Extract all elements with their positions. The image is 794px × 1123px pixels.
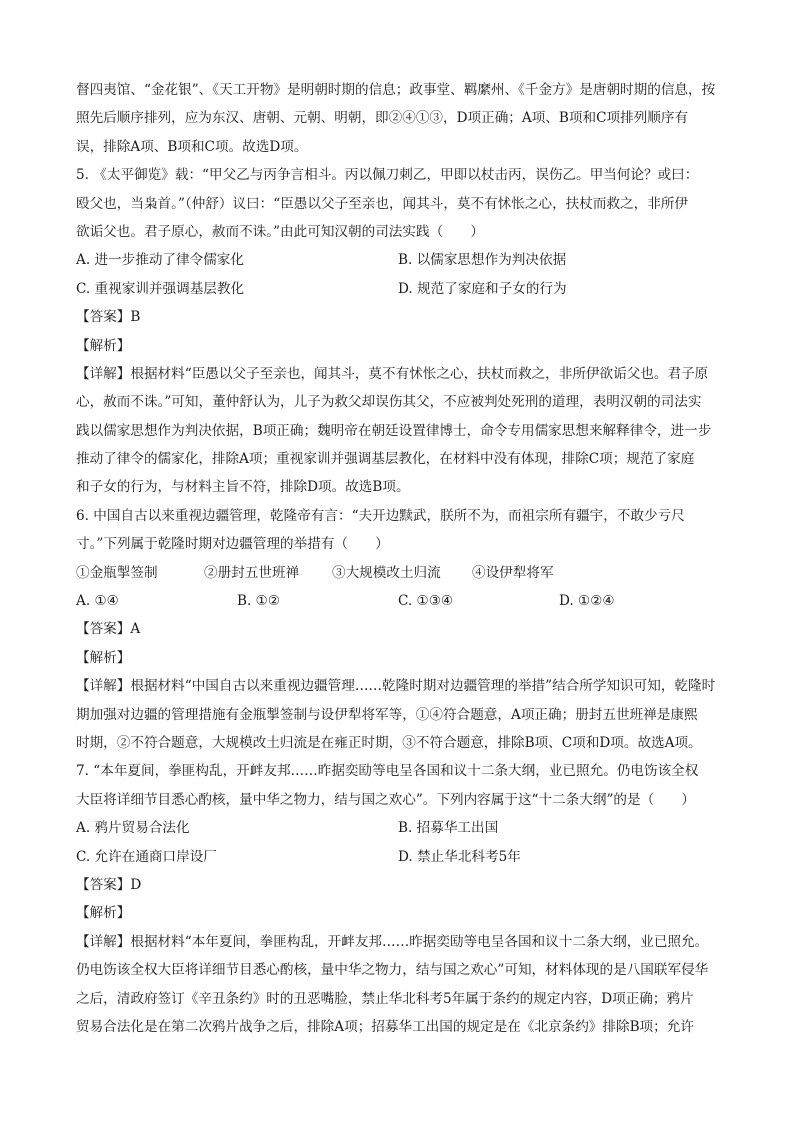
analysis-label: 【解析】 (76, 905, 131, 922)
answer-label: 【答案】D (76, 876, 142, 893)
question-stem: 大臣将详细节目悉心酌核，量中华之物力，结与国之欢心”。下列内容属于这“十二条大纲”的是（ ） (76, 791, 695, 808)
item: ④设伊犁将军 (472, 564, 554, 581)
question-stem: 7. “本年夏间，拳匪构乱，开衅友邦……昨据奕劻等电呈各国和议十二条大纲，业已照允。仍电饬该全权 (76, 763, 699, 780)
document-page (76, 76, 721, 1041)
detail-line: 之后，清政府签订《辛丑条约》时的丑恶嘴脸，禁止华北科考5年属于条约的规定内容，D项正确；鸦片 (76, 990, 694, 1007)
option-d: D. 禁止华北科考5年 (398, 848, 521, 865)
detail-line: 时期，②不符合题意，大规模改土归流是在雍正时期，③不符合题意，排除B项、C项和D项。故选A项。 (76, 734, 702, 751)
answer-label: 【答案】B (76, 309, 141, 326)
option-c: C. 允许在通商口岸设厂 (76, 848, 217, 865)
option-b: B. 以儒家思想作为判决依据 (398, 252, 567, 269)
option-d: D. 规范了家庭和子女的行为 (398, 280, 567, 297)
question-stem: 6. 中国自古以来重视边疆管理，乾隆帝有言：“夫开边黩武，朕所不为，而祖宗所有疆宇，不敢少亏尺 (76, 507, 685, 524)
option-a: A. 鸦片贸易合法化 (76, 820, 190, 837)
text-line: 督四夷馆、“金花银”、《天工开物》是明朝时期的信息；政事堂、羁縻州、《千金方》是唐朝时期的信息，按 (76, 82, 716, 98)
detail-line: 践以儒家思想作为判决依据，B项正确；魏明帝在朝廷设置律博士，命令专用儒家思想来解释律令，进一步 (76, 422, 712, 439)
item: ②册封五世班禅 (204, 564, 300, 581)
option-c: C. ①③④ (398, 593, 454, 610)
answer-label: 【答案】A (76, 621, 141, 638)
option-b: B. 招募华工出国 (398, 820, 499, 837)
detail-line: 期加强对边疆的管理措施有金瓶掣签制与设伊犁将军等，①④符合题意，A项正确；册封五世班禅是康熙 (76, 706, 698, 723)
question-stem: 殴父也，当枭首。”（仲舒）议曰：“臣愚以父子至亲也，闻其斗，莫不有怵怅之心，扶杖而救之，非所伊 (76, 195, 689, 212)
question-5 (76, 161, 721, 502)
option-a: A. 进一步推动了律令儒家化 (76, 252, 244, 269)
detail-line: 贸易合法化是在第二次鸦片战争之后，排除A项；招募华工出国的规定是在《北京条约》排除B项；允许 (76, 1018, 694, 1035)
item: ①金瓶掣签制 (76, 564, 158, 581)
option-row (76, 843, 721, 871)
text-line: 照先后顺序排列，应为东汉、唐朝、元朝、明朝，即②④①③，D项正确；A项、B项和C项排列顺序有 (76, 110, 689, 127)
question-stem: 欲诟父也。君子原心，赦而不诛。”由此可知汉朝的司法实践（ ） (76, 223, 484, 240)
detail-line: 和子女的行为，与材料主旨不符，排除D项。故选B项。 (76, 479, 410, 496)
detail-line: 推动了律令的儒家化，排除A项；重视家训并强调基层教化，在材料中没有体现，排除C项；规范了家庭 (76, 451, 695, 468)
previous-analysis (76, 76, 721, 161)
detail-line: 【详解】根据材料“中国自古以来重视边疆管理……乾隆时期对边疆管理的举措”结合所学知识可知，乾隆时 (76, 678, 716, 695)
question-6 (76, 502, 721, 758)
question-7 (76, 757, 721, 1041)
option-d: D. ①②④ (559, 593, 615, 610)
option-row (76, 814, 721, 842)
option-a: A. ①④ (76, 593, 119, 610)
question-stem: 5. 《太平御览》载：“甲父乙与丙争言相斗。丙以佩刀刺乙，甲即以杖击丙，误伤乙。甲当何论？或曰： (76, 167, 699, 184)
analysis-label: 【解析】 (76, 649, 131, 666)
detail-line: 【详解】根据材料“臣愚以父子至亲也，闻其斗，莫不有怵怅之心，扶杖而救之，非所伊欲诟父也。君子原 (76, 365, 709, 382)
option-row (76, 275, 721, 303)
detail-line: 仍电饬该全权大臣将详细节目悉心酌核，量中华之物力，结与国之欢心”可知，材料体现的是八国联军侵华 (76, 962, 709, 979)
text-line: 误，排除A项、B项和C项。故选D项。 (76, 138, 308, 155)
analysis-label: 【解析】 (76, 337, 131, 354)
detail-line: 【详解】根据材料“本年夏间，拳匪构乱，开衅友邦……昨据奕劻等电呈各国和议十二条大纲，业已照允。 (76, 933, 709, 950)
item-row (76, 559, 721, 587)
item: ③大规模改土归流 (332, 564, 441, 581)
question-stem: 寸。”下列属于乾隆时期对边疆管理的举措有（ ） (76, 536, 389, 553)
option-b: B. ①② (237, 593, 281, 610)
option-row (76, 246, 721, 274)
option-row (76, 587, 721, 615)
detail-line: 心，赦而不诛。”可知，董仲舒认为，儿子为救父却误伤其父，不应被判处死刑的道理，表明汉朝的司法实 (76, 394, 702, 411)
option-c: C. 重视家训并强调基层教化 (76, 280, 245, 297)
